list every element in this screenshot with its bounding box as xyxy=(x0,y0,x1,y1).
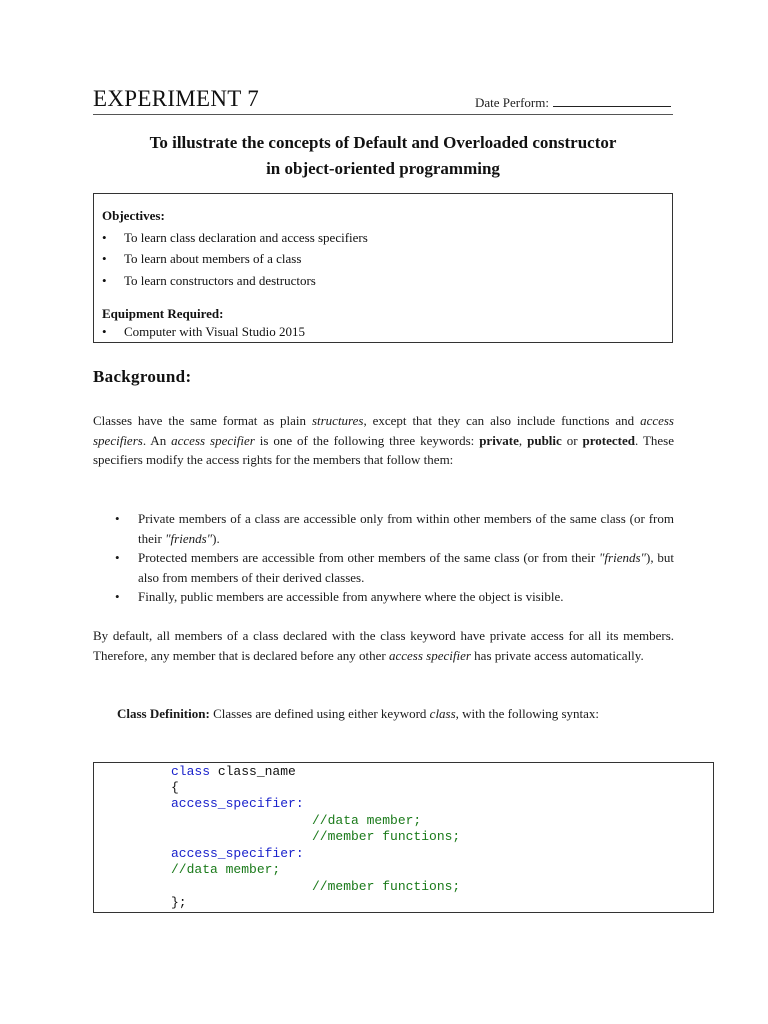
access-specifier-list xyxy=(93,509,674,607)
background-heading: Background: xyxy=(93,367,192,386)
list-item: • Protected members are accessible from other members of the same class (or from their "friends"), but also from members of their derived classes. xyxy=(115,550,674,585)
bullet-icon: • xyxy=(102,251,107,266)
code-line: //data member; xyxy=(312,813,422,828)
list-item: • Finally, public members are accessible from anywhere where the object is visible. xyxy=(93,587,674,607)
bullet-icon: • xyxy=(115,589,120,604)
bullet-icon: • xyxy=(102,230,107,245)
date-perform-field xyxy=(475,95,671,111)
code-line: access_specifier: xyxy=(171,846,304,861)
background-paragraph-2: By default, all members of a class declared with the class keyword have private access for all its members. Therefore, any member that is declared before any other access specifier has private access automatically. xyxy=(93,628,674,663)
code-line: //member functions; xyxy=(312,829,461,844)
bullet-icon: • xyxy=(115,511,120,526)
code-line: class class_name xyxy=(171,764,296,779)
class-definition-paragraph: Class Definition: Classes are defined using either keyword class, with the following syntax: xyxy=(117,706,600,721)
bullet-icon: • xyxy=(102,324,107,339)
experiment-subject-title xyxy=(93,130,673,182)
subject-title-line-2: in object-oriented programming xyxy=(266,159,500,178)
experiment-header xyxy=(93,86,673,115)
experiment-title: EXPERIMENT 7 xyxy=(93,86,260,111)
code-line: //data member; xyxy=(171,862,281,877)
background-paragraph-1: Classes have the same format as plain structures, except that they can also include functions and access specifiers. An access specifier is one of the following three keywords: private, public or protected. These specifiers modify the access rights for the members that follow them: xyxy=(93,413,674,467)
code-syntax-box xyxy=(93,762,714,913)
date-perform-label: Date Perform: xyxy=(474,95,549,110)
code-line: }; xyxy=(171,895,187,910)
subject-title-line-1: To illustrate the concepts of Default and Overloaded constructor xyxy=(149,133,617,152)
code-line: //member functions; xyxy=(312,879,461,894)
code-line: access_specifier: xyxy=(171,796,304,811)
equipment-heading: Equipment Required: xyxy=(102,306,224,321)
objectives-box: Objectives: • To learn class declaration and access specifiers • To learn about members of a class • To learn constructors and destructors Equipment Required: • Computer with Visual Studio 2015 xyxy=(93,193,673,343)
bullet-icon: • xyxy=(115,550,120,565)
list-item: • Private members of a class are accessible only from within other members of the same class (or from their "friends"). xyxy=(115,511,674,546)
date-blank-line xyxy=(553,95,671,107)
code-line: { xyxy=(171,780,179,795)
objectives-heading: Objectives: xyxy=(102,208,165,223)
bullet-icon: • xyxy=(102,273,107,288)
